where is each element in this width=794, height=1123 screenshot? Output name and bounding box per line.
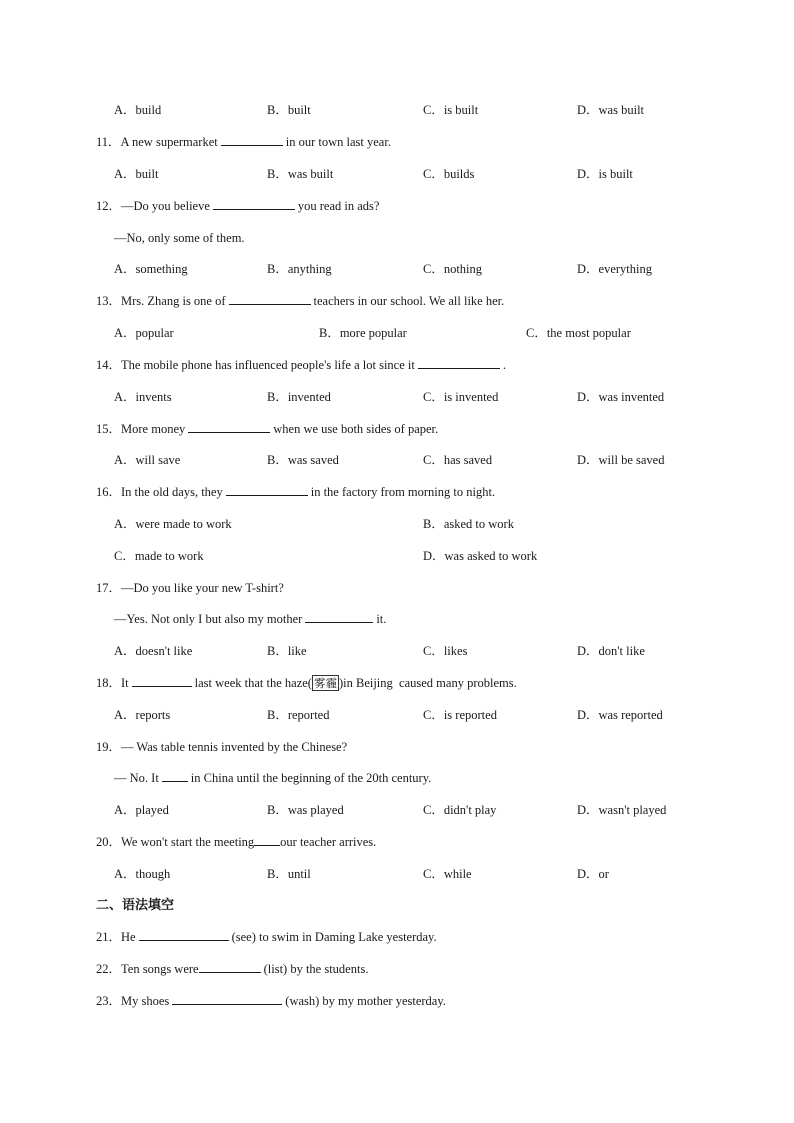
q16-stem	[96, 484, 495, 500]
q16-text-pre: In the old days, they	[121, 485, 223, 499]
q21-blank	[139, 929, 229, 941]
q12-number: 12．	[96, 199, 122, 213]
q12-stem	[96, 198, 379, 214]
q19-blank	[162, 770, 188, 782]
q11-option-a: A．built	[114, 167, 159, 181]
q21-stem	[96, 929, 437, 945]
q23-stem	[96, 993, 446, 1009]
q14-option-d: D．was invented	[577, 390, 665, 404]
q22-text-pre: Ten songs were	[121, 962, 199, 976]
q14-blank	[418, 357, 500, 369]
q11-text-post: in our town last year.	[285, 135, 391, 149]
q17-text-pre: —Do you like your new T-shirt?	[121, 581, 284, 595]
q13-option-b: B．more popular	[319, 326, 407, 340]
q12-option-d: D．everything	[577, 262, 652, 276]
q21-text-pre: He	[121, 930, 136, 944]
q23-text-pre: My shoes	[121, 994, 170, 1008]
q17-blank	[305, 611, 373, 623]
q18-option-b: B．reported	[267, 708, 330, 722]
q17-reply-pre: —Yes. Not only I but also my mother	[114, 612, 303, 626]
q16-option-c: C．made to work	[114, 549, 204, 563]
q14-text-post: .	[502, 358, 506, 372]
q18-text-pre: It	[121, 676, 129, 690]
q15-option-a: A．will save	[114, 453, 181, 467]
q19-text-pre: — Was table tennis invented by the Chinese?	[121, 740, 348, 754]
q19-option-d: D．wasn't played	[577, 803, 667, 817]
q18-number: 18．	[96, 676, 122, 690]
q14-option-c: C．is invented	[423, 390, 499, 404]
q15-text-pre: More money	[121, 422, 186, 436]
q14-stem	[96, 357, 506, 373]
q18-text-mid: last week that the haze(	[194, 676, 312, 690]
q22-stem	[96, 961, 368, 977]
q18-stem	[96, 675, 517, 691]
q17-reply	[114, 611, 386, 627]
q18-option-d: D．was reported	[577, 708, 663, 722]
q17-option-d: D．don't like	[577, 644, 645, 658]
q21-number: 21．	[96, 930, 122, 944]
q17-reply-post: it.	[376, 612, 387, 626]
q12-option-b: B．anything	[267, 262, 332, 276]
q17-option-a: A．doesn't like	[114, 644, 193, 658]
q10-option-d: D．was built	[577, 103, 645, 117]
q20-option-c: C．while	[423, 867, 472, 881]
q19-option-b: B．was played	[267, 803, 344, 817]
q19-reply	[114, 770, 431, 786]
q15-option-b: B．was saved	[267, 453, 339, 467]
q17-stem	[96, 580, 284, 596]
q22-text-post: (list) by the students.	[263, 962, 369, 976]
q23-text-post: (wash) by my mother yesterday.	[285, 994, 446, 1008]
q13-option-a: A．popular	[114, 326, 174, 340]
q15-number: 15．	[96, 422, 122, 436]
q13-option-c: C．the most popular	[526, 326, 631, 340]
q23-number: 23．	[96, 994, 122, 1008]
q20-option-d: D．or	[577, 867, 609, 881]
q12-option-c: C．nothing	[423, 262, 483, 276]
q11-blank	[221, 134, 283, 146]
q20-option-b: B．until	[267, 867, 311, 881]
q14-option-a: A．invents	[114, 390, 172, 404]
q20-stem	[96, 834, 376, 850]
q14-text-pre: The mobile phone has influenced people's life a lot since it	[121, 358, 415, 372]
q22-blank	[199, 961, 261, 973]
q16-text-post: in the factory from morning to night.	[310, 485, 496, 499]
q12-text-post: you read in ads?	[297, 199, 380, 213]
q11-option-d: D．is built	[577, 167, 633, 181]
q13-blank	[229, 293, 311, 305]
q19-option-c: C．didn't play	[423, 803, 497, 817]
q16-blank	[226, 484, 308, 496]
q18-option-a: A．reports	[114, 708, 171, 722]
q10-option-b: B．built	[267, 103, 311, 117]
q13-text-pre: Mrs. Zhang is one of	[121, 294, 226, 308]
q20-text-post: our teacher arrives.	[280, 835, 377, 849]
q22-number: 22．	[96, 962, 122, 976]
q10-option-a: A．build	[114, 103, 162, 117]
q21-text-post: (see) to swim in Daming Lake yesterday.	[231, 930, 437, 944]
q18-blank	[132, 675, 192, 687]
q11-stem	[96, 134, 391, 150]
q19-reply-post: in China until the beginning of the 20th century.	[190, 771, 432, 785]
q18-text-post: )in Beijing caused many problems.	[338, 676, 517, 690]
q19-number: 19．	[96, 740, 122, 754]
q15-blank	[188, 421, 270, 433]
section-heading-grammar: 二、语法填空	[96, 898, 175, 913]
q20-text-pre: We won't start the meeting	[121, 835, 255, 849]
q23-blank	[172, 993, 282, 1005]
q12-reply: —No, only some of them.	[114, 231, 245, 245]
q11-option-b: B．was built	[267, 167, 334, 181]
q11-option-c: C．builds	[423, 167, 475, 181]
q19-option-a: A．played	[114, 803, 169, 817]
q19-stem	[96, 739, 347, 755]
q15-option-d: D．will be saved	[577, 453, 665, 467]
q17-option-b: B．like	[267, 644, 307, 658]
q14-number: 14．	[96, 358, 122, 372]
q11-text-pre: A new supermarket	[120, 135, 218, 149]
q18-chinese-term: 雾霾	[313, 676, 337, 690]
q16-option-a: A．were made to work	[114, 517, 232, 531]
q17-option-c: C．likes	[423, 644, 468, 658]
q12-option-a: A．something	[114, 262, 188, 276]
q14-option-b: B．invented	[267, 390, 331, 404]
q15-text-post: when we use both sides of paper.	[273, 422, 439, 436]
q20-number: 20．	[96, 835, 122, 849]
q15-option-c: C．has saved	[423, 453, 493, 467]
q16-number: 16．	[96, 485, 122, 499]
q11-number: 11．	[96, 135, 121, 149]
q16-option-d: D．was asked to work	[423, 549, 538, 563]
q13-stem	[96, 293, 504, 309]
q18-option-c: C．is reported	[423, 708, 497, 722]
q19-reply-pre: — No. It	[114, 771, 159, 785]
q12-blank	[213, 198, 295, 210]
q10-option-c: C．is built	[423, 103, 479, 117]
q12-text-pre: —Do you believe	[121, 199, 210, 213]
q13-number: 13．	[96, 294, 122, 308]
q16-option-b: B．asked to work	[423, 517, 514, 531]
q20-blank	[254, 834, 280, 846]
q15-stem	[96, 421, 438, 437]
q20-option-a: A．though	[114, 867, 171, 881]
q13-text-post: teachers in our school. We all like her.	[313, 294, 505, 308]
q17-number: 17．	[96, 581, 122, 595]
